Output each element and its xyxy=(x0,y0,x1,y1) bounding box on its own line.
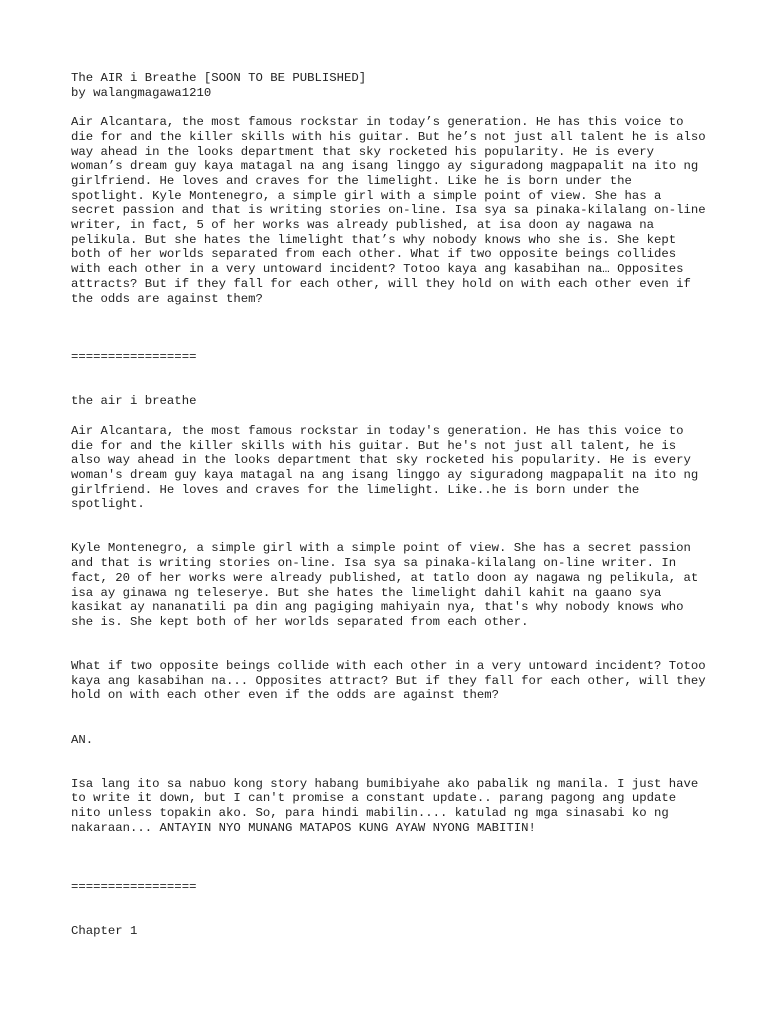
document-title: The AIR i Breathe [SOON TO BE PUBLISHED] xyxy=(71,71,367,85)
section-divider: ================= xyxy=(71,350,197,365)
paragraph-air: Air Alcantara, the most famous rockstar in today's generation. He has this voice to die for and the killer skills with his guitar. But he's not just all talent, he is also way ahead in the looks department that sky rocketed his popularity. He is every woman's dream guy kaya matagal na ang isang linggo ay siguradong magpapalit na ito ng girlfriend. He loves and craves for the limelight. Like..he is born under the spotlight. xyxy=(71,423,699,512)
spacer xyxy=(71,894,711,923)
author-byline: by walangmagawa1210 xyxy=(71,85,212,100)
spacer xyxy=(71,306,711,350)
spacer xyxy=(71,365,711,394)
chapter-heading: Chapter 1 xyxy=(71,923,138,938)
author-note-paragraph: Isa lang ito sa nabuo kong story habang bumibiyahe ako pabalik ng manila. I just have to write it down, but I can't promise a constant update.. parang pagong ang update nito unless topakin ako. So, para hindi mabilin.... katulad ng mga sinasabi ko ng nakaraan... ANTAYIN NYO MUNANG MATAPOS KUNG AYAW NYONG MABITIN! xyxy=(71,776,699,835)
document-page xyxy=(71,71,711,938)
spacer xyxy=(71,835,711,879)
synopsis-paragraph: Air Alcantara, the most famous rockstar in today’s generation. He has this voice to die for and the killer skills with his guitar. But he’s not just all talent he is also way ahead in the looks department that sky rocketed his popularity. He is every woman’s dream guy kaya matagal na ang isang linggo ay siguradong magpapalit na ito ng girlfriend. He loves and craves for the limelight. Like he is born under the spotlight. Kyle Montenegro, a simple girl with a simple point of view. She has a secret passion and that is writing stories on-line. Isa sya sa pinaka-kilalang on-line writer, in fact, 5 of her works was already published, at isa doon ay nagawa na pelikula. But she hates the limelight that’s why nobody knows who she is. She kept both of her worlds separated from each other. What if two opposite beings collides with each other in a very untoward incident? Totoo kaya ang kasabihan na… Opposites attracts? But if they fall for each other, will they hold on with each other even if the odds are against them? xyxy=(71,115,706,306)
paragraph-what-if: What if two opposite beings collide with each other in a very untoward incident? Totoo kaya ang kasabihan na... Opposites attract? But if they fall for each other, will they hold on with each other even if the odds are against them? xyxy=(71,659,706,703)
spacer xyxy=(71,747,711,776)
spacer xyxy=(71,409,711,424)
spacer xyxy=(71,630,711,659)
section-divider: ================= xyxy=(71,879,197,894)
spacer xyxy=(71,100,711,115)
spacer xyxy=(71,512,711,541)
paragraph-kyle: Kyle Montenegro, a simple girl with a simple point of view. She has a secret passion and that is writing stories on-line. Isa sya sa pinaka-kilalang on-line writer. In fact, 20 of her works were already published, at tatlo doon ay nagawa ng pelikula, at isa ay ginawa ng teleserye. But she hates the limelight dahil kahit na gaano sya kasikat ay nananatili pa din ang pagiging mahiyain nya, that's why nobody knows who she is. She kept both of her worlds separated from each other. xyxy=(71,541,699,629)
author-note-label: AN. xyxy=(71,732,94,747)
story-title: the air i breathe xyxy=(71,394,197,409)
spacer xyxy=(71,703,711,732)
